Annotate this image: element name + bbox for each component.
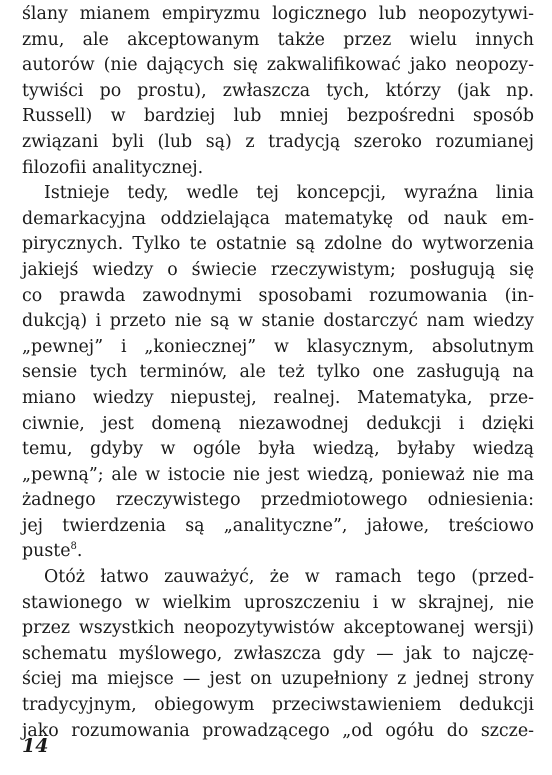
footnote-marker: 8 xyxy=(70,541,77,553)
text-line: tradycyjnym, obiegowym przeciwstawieniem dedukcji xyxy=(22,695,534,716)
text-line: demarkacyjna oddzielająca matematykę od nauk em- xyxy=(22,208,534,229)
text-line: co prawda zawodnymi sposobami rozumowania (in- xyxy=(22,285,534,306)
page-number: 14 xyxy=(22,735,49,757)
text-line: jej twierdzenia są „analityczne”, jałowe, treściowo xyxy=(22,515,534,536)
text-line: miano wiedzy niepustej, realnej. Matematyka, prze- xyxy=(22,387,534,408)
text-line: „pewnej” i „koniecznej” w klasycznym, absolutnym xyxy=(22,336,534,357)
text-line: puste$^8$. xyxy=(22,541,83,562)
text-line: jako rozumowania prowadzącego „od ogółu do szcze- xyxy=(22,720,534,741)
text-line: Istnieje tedy, wedle tej koncepcji, wyraźna linia xyxy=(44,183,534,204)
paragraph-3 xyxy=(22,565,534,744)
text-line: schematu myślowego, zwłaszcza gdy — jak to najczę- xyxy=(22,643,534,664)
text-line: żadnego rzeczywistego przedmiotowego odniesienia: xyxy=(22,490,534,511)
text-line: dukcją) i przeto nie są w stanie dostarczyć nam wiedzy xyxy=(22,311,534,332)
paragraph-2 xyxy=(22,181,534,565)
text-line: filozofii analitycznej. xyxy=(22,157,204,178)
text-line: sensie tych terminów, ale też tylko one zasługują na xyxy=(22,362,534,383)
body-text xyxy=(22,2,534,744)
text-line: ślany mianem empiryzmu logicznego lub neopozytywi- xyxy=(22,4,534,24)
text-line: Russell) w bardziej lub mniej bezpośredni sposób xyxy=(22,106,534,127)
text-line: Otóż łatwo zauważyć, że w ramach tego (przed- xyxy=(44,567,534,588)
text-line: zmu, ale akceptowanym także przez wielu innych xyxy=(22,29,534,50)
text-line: tywiści po prostu), zwłaszcza tych, którzy (jak np. xyxy=(22,80,534,101)
text-line: ciwnie, jest domeną niezawodnej dedukcji i dzięki xyxy=(22,413,534,434)
paragraph-1 xyxy=(22,2,534,181)
text-line: związani byli (lub są) z tradycją szeroko rozumianej xyxy=(22,131,534,152)
text-line-content: puste xyxy=(22,541,71,562)
text-line: „pewną”; ale w istocie nie jest wiedzą, ponieważ nie ma xyxy=(22,464,534,485)
text-line: stawionego w wielkim uproszczeniu i w skrajnej, nie xyxy=(22,592,534,613)
text-line: autorów (nie dających się zakwalifikować jako neopozy- xyxy=(22,55,534,76)
text-line: ściej ma miejsce — jest on uzupełniony z jednej strony xyxy=(22,669,534,690)
text-line: temu, gdyby w ogóle była wiedzą, byłaby wiedzą xyxy=(22,439,534,460)
text-line: pirycznych. Tylko te ostatnie są zdolne do wytworzenia xyxy=(22,234,534,255)
text-line: przez wszystkich neopozytywistów akceptowanej wersji) xyxy=(22,618,534,639)
text-line: jakiejś wiedzy o świecie rzeczywistym; posługują się xyxy=(22,259,534,280)
